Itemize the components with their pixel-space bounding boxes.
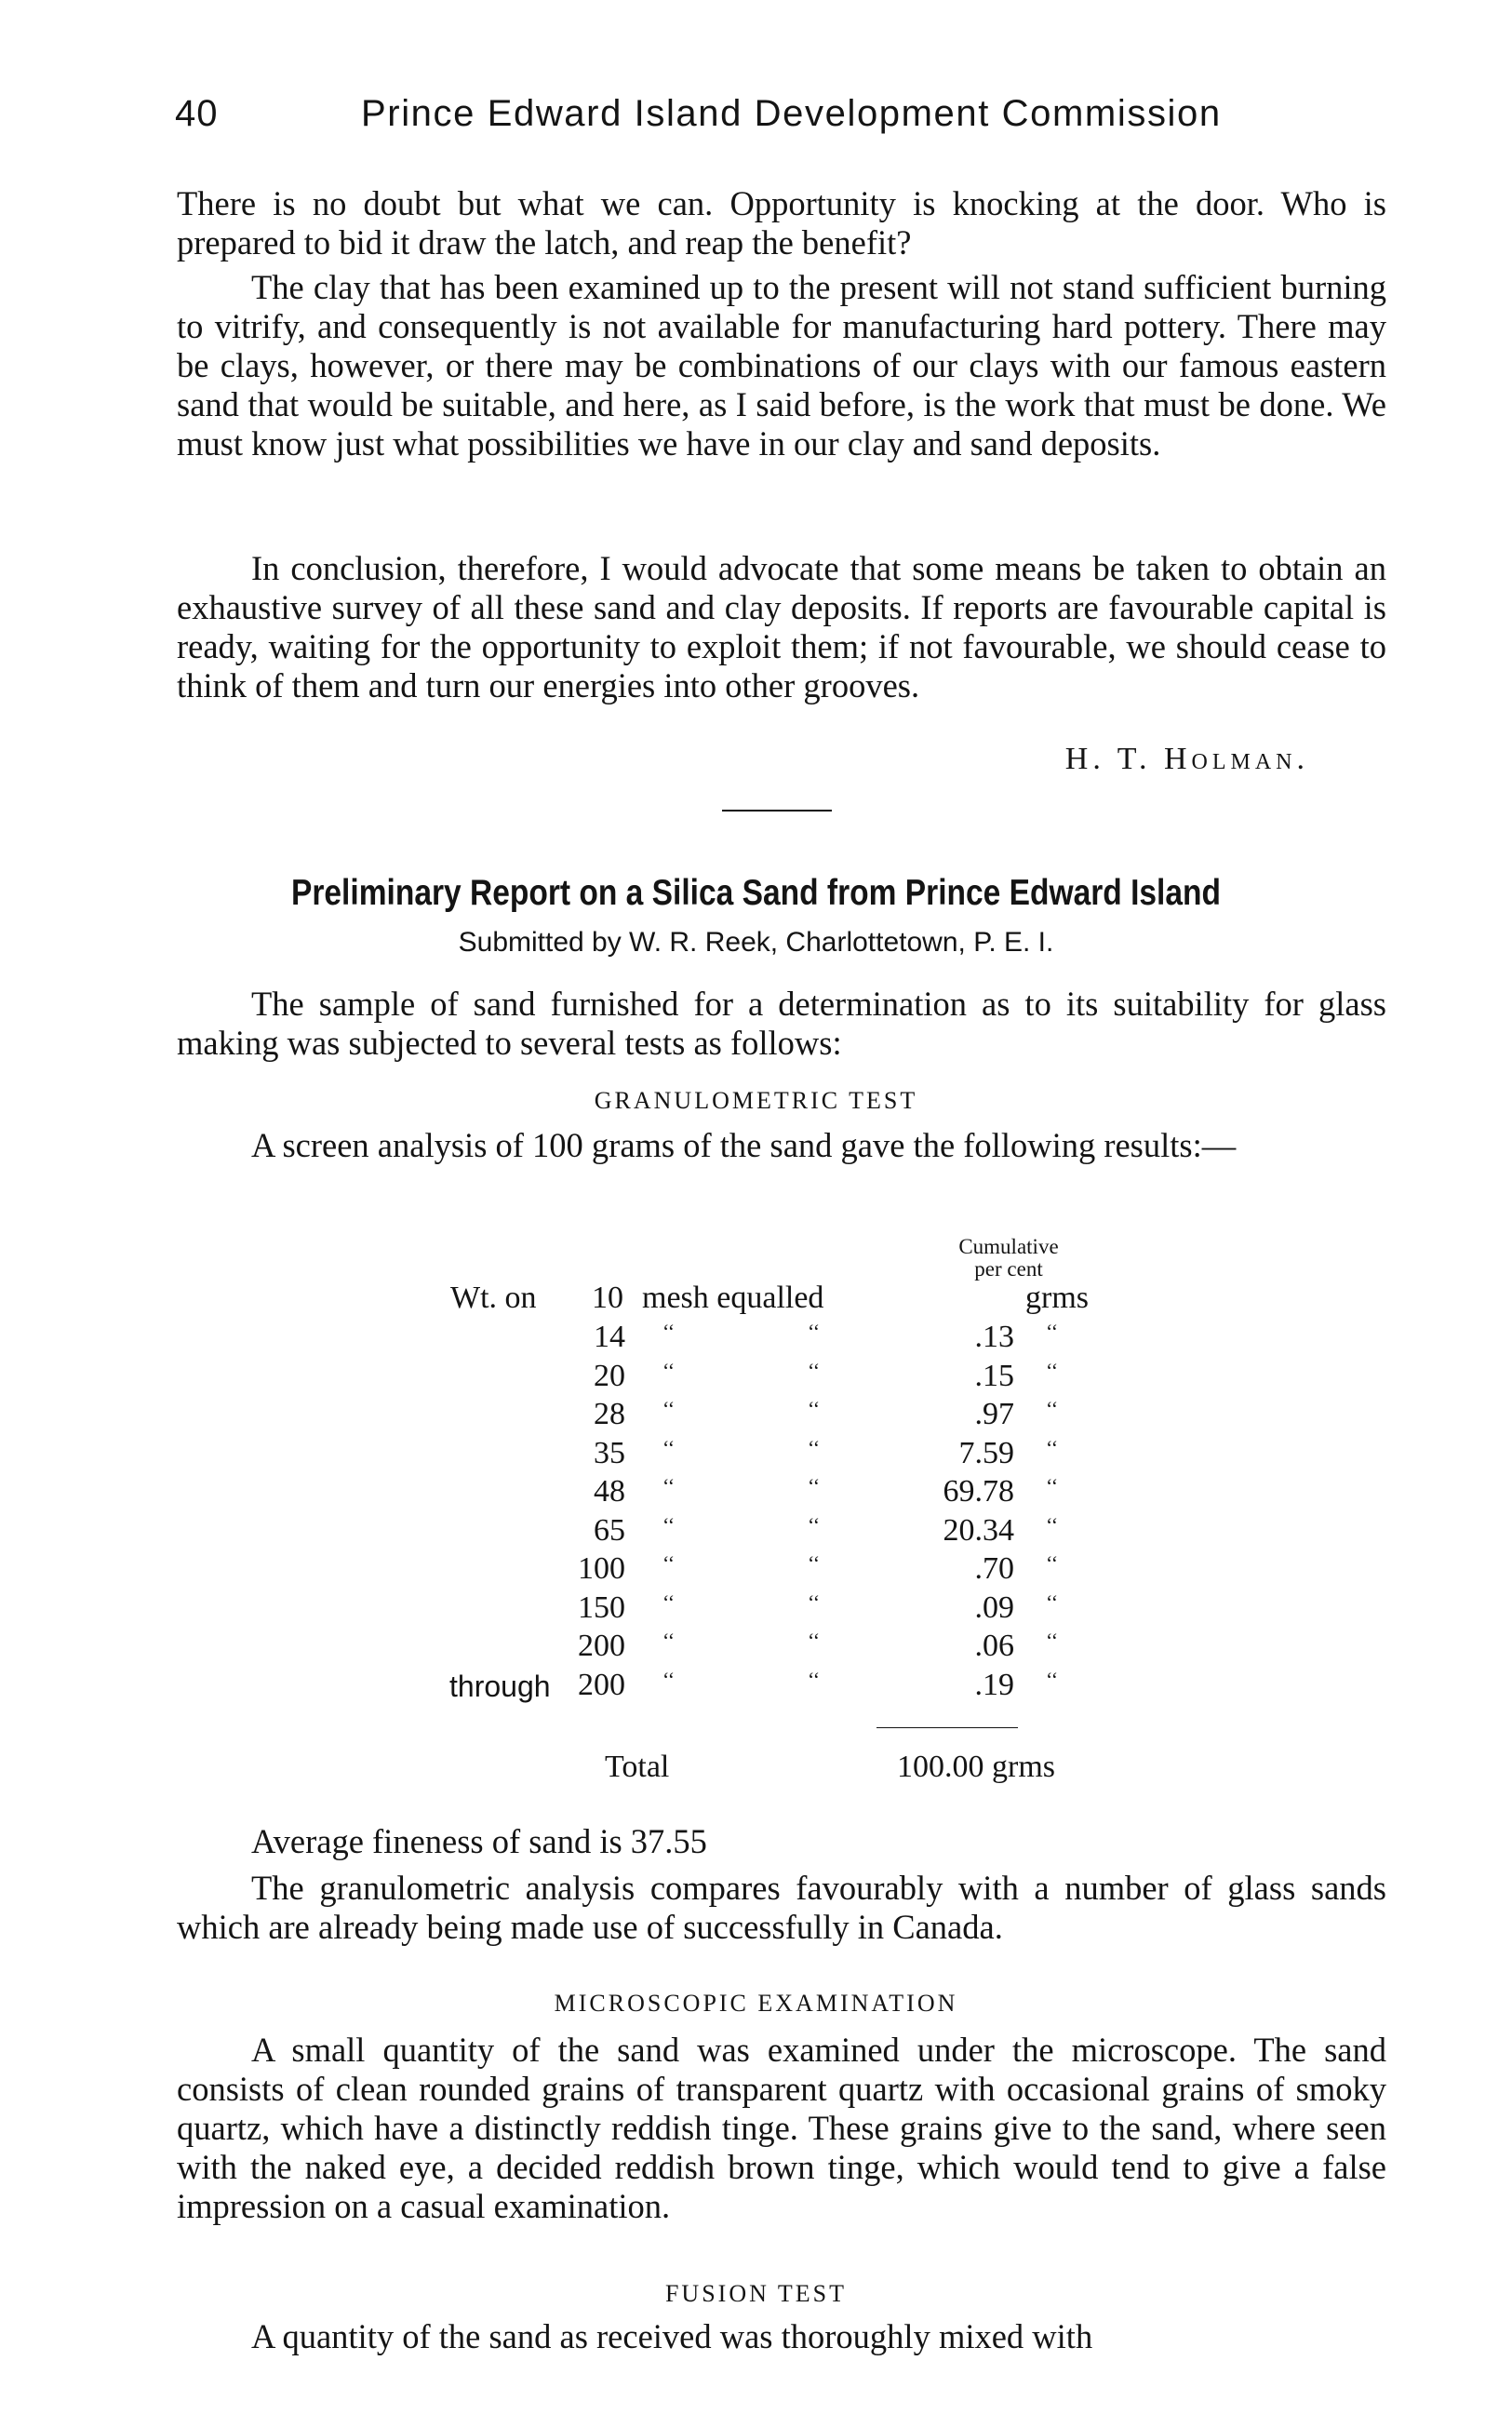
fusion-paragraph: A quantity of the sand as received was thoroughly mixed with — [251, 2317, 1093, 2355]
ditto-mark: ‘‘ — [1046, 1551, 1059, 1575]
running-title: Prince Edward Island Development Commission — [361, 93, 1222, 134]
mesh-size: 100 — [578, 1551, 625, 1586]
ditto-mark: ‘‘ — [662, 1590, 676, 1614]
cumulative-value: .19 — [974, 1668, 1014, 1702]
total-value: 100.00 grms — [897, 1750, 1055, 1784]
ditto-mark: ‘‘ — [808, 1513, 821, 1536]
first-row-label: Wt. on — [450, 1281, 537, 1315]
ditto-mark: ‘‘ — [1046, 1474, 1059, 1497]
report-title: Preliminary Report on a Silica Sand from Prince Edward Island — [290, 873, 1222, 913]
ditto-mark: ‘‘ — [808, 1629, 821, 1652]
cumulative-header-line2: per cent — [974, 1257, 1043, 1281]
ditto-mark: ‘‘ — [662, 1359, 676, 1382]
section-divider — [722, 810, 832, 812]
cumulative-value: 7.59 — [958, 1436, 1014, 1470]
cumulative-value: 69.78 — [943, 1474, 1014, 1509]
cumulative-value: .06 — [974, 1629, 1014, 1663]
ditto-mark: ‘‘ — [808, 1590, 821, 1614]
compare-paragraph: The granulometric analysis compares favourably with a number of glass sands which are already being made use of successfully in Canada. — [177, 1869, 1386, 1946]
paragraph-opportunity: There is no doubt but what we can. Opportunity is knocking at the door. Who is prepared to bid it draw the latch, and reap the benefit? — [177, 184, 1386, 262]
ditto-mark: ‘‘ — [1046, 1359, 1059, 1382]
mesh-size: 200 — [578, 1629, 625, 1663]
paragraph-clay: The clay that has been examined up to the present will not stand sufficient burning to vitrify, and consequently is not available for manufacturing hard pottery. There may be clays, however, or there may be combinations of our clays with our famous eastern sand that would be suitable, and here, as I said before, is the work that must be done. We must know just what possibilities we have in our clay and sand deposits. — [177, 268, 1386, 463]
ditto-mark: ‘‘ — [1046, 1590, 1059, 1614]
average-fineness: Average fineness of sand is 37.55 — [251, 1822, 707, 1860]
ditto-mark: ‘‘ — [662, 1397, 676, 1420]
paragraph-conclusion: In conclusion, therefore, I would advocate that some means be taken to obtain an exhaustive survey of all these sand and clay deposits. If reports are favourable capital is ready, waiting for the opportunity to exploit them; if not favourable, we should cease to think of them and turn our energies into other grooves. — [177, 549, 1386, 704]
granulometric-intro: A screen analysis of 100 grams of the sand gave the following results:— — [251, 1126, 1237, 1164]
ditto-mark: ‘‘ — [808, 1436, 821, 1459]
microscopic-paragraph: A small quantity of the sand was examined under the microscope. The sand consists of clean rounded grains of transparent quartz with occasional grains of smoky quartz, which have a distinctly reddish tinge. These grains give to the sand, where seen with the naked eye, a decided reddish brown tinge, which would tend to give a false impression on a casual examination. — [177, 2031, 1386, 2225]
through-label: through — [449, 1670, 551, 1703]
ditto-mark: ‘‘ — [662, 1436, 676, 1459]
report-intro: The sample of sand furnished for a determination as to its suitability for glass making was subjected to several tests as follows: — [177, 985, 1386, 1062]
page-number: 40 — [175, 93, 219, 134]
ditto-mark: ‘‘ — [1046, 1320, 1059, 1343]
ditto-mark: ‘‘ — [808, 1551, 821, 1575]
cumulative-value: .97 — [974, 1397, 1014, 1431]
mesh-size: 200 — [578, 1668, 625, 1702]
cumulative-header-line1: Cumulative — [958, 1235, 1059, 1258]
first-row-text: mesh equalled — [642, 1281, 824, 1315]
total-label: Total — [605, 1750, 670, 1784]
ditto-mark: ‘‘ — [1046, 1668, 1059, 1691]
mesh-size: 14 — [594, 1320, 625, 1354]
ditto-mark: ‘‘ — [1046, 1513, 1059, 1536]
ditto-mark: ‘‘ — [662, 1320, 676, 1343]
first-row-unit: grms — [1025, 1281, 1089, 1315]
ditto-mark: ‘‘ — [662, 1474, 676, 1497]
mesh-size: 150 — [578, 1590, 625, 1625]
fusion-heading: FUSION TEST — [664, 2280, 848, 2307]
cumulative-value: .09 — [974, 1590, 1014, 1625]
ditto-mark: ‘‘ — [1046, 1436, 1059, 1459]
mesh-size: 35 — [594, 1436, 625, 1470]
mesh-size: 28 — [594, 1397, 625, 1431]
ditto-mark: ‘‘ — [662, 1513, 676, 1536]
total-rule — [876, 1727, 1018, 1728]
cumulative-value: 20.34 — [943, 1513, 1014, 1548]
ditto-mark: ‘‘ — [808, 1668, 821, 1691]
granulometric-heading: GRANULOMETRIC TEST — [594, 1087, 918, 1114]
mesh-size: 48 — [594, 1474, 625, 1509]
ditto-mark: ‘‘ — [808, 1474, 821, 1497]
ditto-mark: ‘‘ — [662, 1629, 676, 1652]
ditto-mark: ‘‘ — [1046, 1629, 1059, 1652]
mesh-size: 65 — [594, 1513, 625, 1548]
cumulative-value: .15 — [974, 1359, 1014, 1393]
ditto-mark: ‘‘ — [1046, 1397, 1059, 1420]
mesh-size: 20 — [594, 1359, 625, 1393]
cumulative-value: .70 — [974, 1551, 1014, 1586]
ditto-mark: ‘‘ — [662, 1668, 676, 1691]
ditto-mark: ‘‘ — [808, 1397, 821, 1420]
signature: H. T. Holman. — [1064, 742, 1309, 776]
first-row-mesh: 10 — [592, 1281, 623, 1315]
ditto-mark: ‘‘ — [662, 1551, 676, 1575]
cumulative-value: .13 — [974, 1320, 1014, 1354]
ditto-mark: ‘‘ — [808, 1320, 821, 1343]
ditto-mark: ‘‘ — [808, 1359, 821, 1382]
report-subtitle: Submitted by W. R. Reek, Charlottetown, P. E. I. — [458, 927, 1054, 958]
microscopic-heading: MICROSCOPIC EXAMINATION — [554, 1990, 958, 2017]
